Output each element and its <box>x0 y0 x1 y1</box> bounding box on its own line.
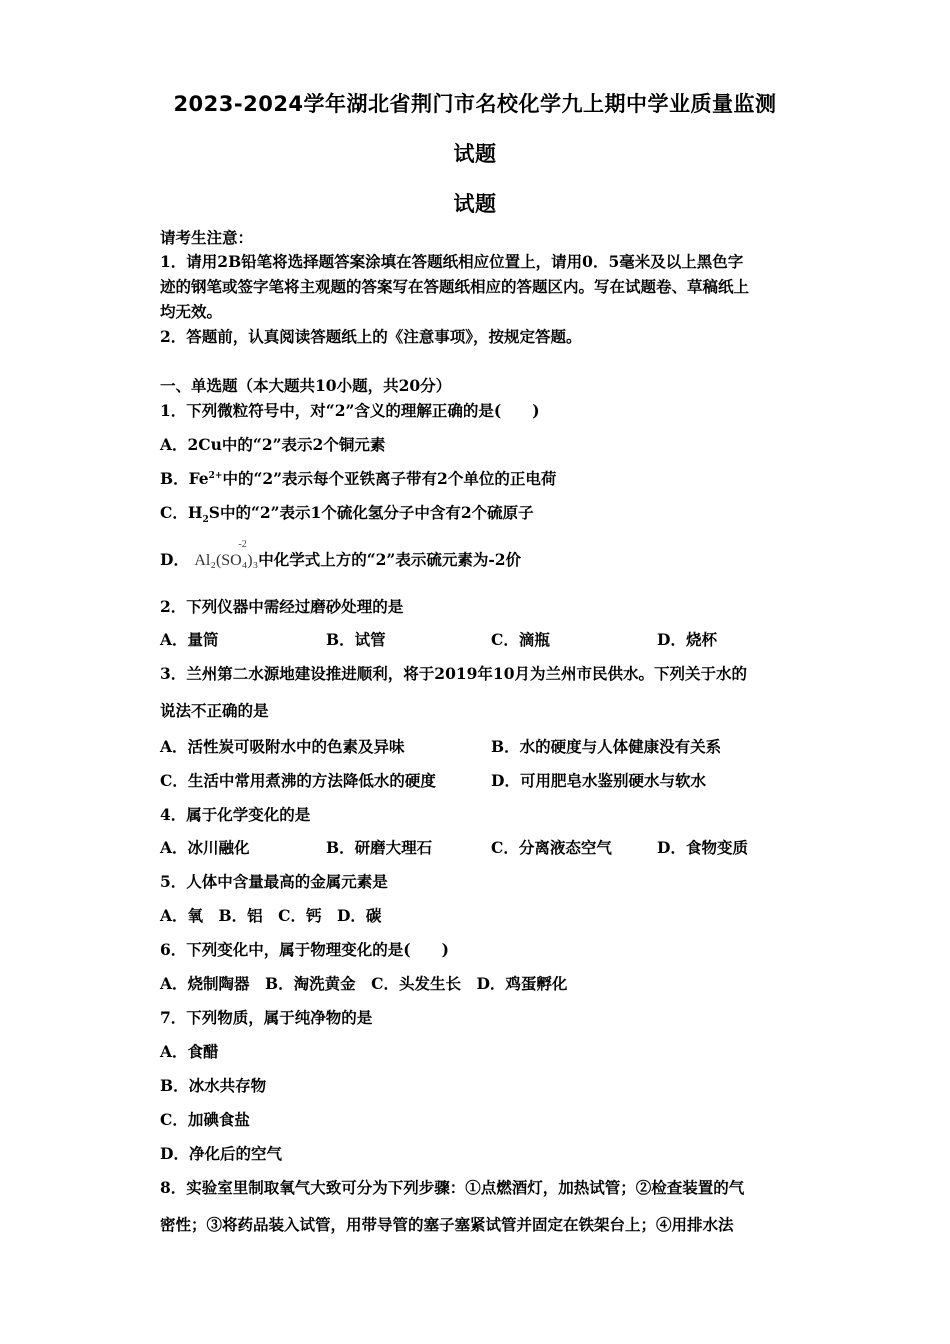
question-1-option-a: A．2Cu中的“2”表示2个铜元素 <box>160 435 386 454</box>
option-c-prefix: C．H <box>160 503 203 522</box>
question-8-stem: 8．实验室里制取氧气大致可分为下列步骤：①点燃酒灯，加热试管；②检查装置的气 <box>160 1178 745 1197</box>
question-5-stem: 5．人体中含量最高的金属元素是 <box>160 872 388 891</box>
charge-superscript: 2+ <box>208 470 223 481</box>
option-d-text: 中化学式上方的“2”表示硫元素为-2价 <box>258 550 522 569</box>
exam-title-line-3: 试题 <box>453 192 497 216</box>
question-2-option-d: D．烧杯 <box>657 630 717 649</box>
notice-line: 均无效。 <box>160 302 223 321</box>
question-7-option-b: B．冰水共存物 <box>160 1076 267 1095</box>
option-b-text: 中的“2”表示每个亚铁离子带有2个单位的正电荷 <box>222 469 557 488</box>
question-4-option-d: D．食物变质 <box>657 838 748 857</box>
question-7-stem: 7．下列物质，属于纯净物的是 <box>160 1008 373 1027</box>
option-b-prefix: B．Fe <box>160 469 209 488</box>
option-d-prefix: D． <box>160 550 189 569</box>
question-4-stem: 4．属于化学变化的是 <box>160 805 311 824</box>
notice-heading: 请考生注意： <box>160 228 254 247</box>
question-2-stem: 2．下列仪器中需经过磨砂处理的是 <box>160 597 404 616</box>
chemical-formula <box>194 539 259 571</box>
exam-title-line-2: 试题 <box>453 142 497 166</box>
formula-text: Al₂(SO₄)₃ <box>194 552 259 569</box>
question-3-option-b: B．水的硬度与人体健康没有关系 <box>491 737 722 756</box>
question-5-options: A．氧 B．铝 C．钙 D．碳 <box>160 906 382 925</box>
question-2-option-b: B．试管 <box>326 630 386 649</box>
question-3-option-c: C．生活中常用煮沸的方法降低水的硬度 <box>160 771 436 790</box>
section-heading: 一、单选题（本大题共10小题，共20分） <box>160 376 452 395</box>
question-8-stem-cont: 密性；③将药品装入试管，用带导管的塞子塞紧试管并固定在铁架台上；④用排水法 <box>160 1215 734 1234</box>
subscript: 2 <box>202 515 209 526</box>
question-7-option-d: D．净化后的空气 <box>160 1144 282 1163</box>
notice-line: 2．答题前，认真阅读答题纸上的《注意事项》，按规定答题。 <box>160 327 582 346</box>
exam-title-line-1: 2023-2024学年湖北省荆门市名校化学九上期中学业质量监测 <box>173 92 777 116</box>
question-2-option-a: A．量筒 <box>160 630 219 649</box>
question-3-stem-cont: 说法不正确的是 <box>160 701 269 720</box>
question-3-option-a: A．活性炭可吸附水中的色素及异味 <box>160 737 405 756</box>
question-3-option-d: D．可用肥皂水鉴别硬水与软水 <box>491 771 706 790</box>
question-6-options: A．烧制陶器 B．淘洗黄金 C．头发生长 D．鸡蛋孵化 <box>160 974 568 993</box>
question-7-option-a: A．食醋 <box>160 1042 219 1061</box>
question-6-stem: 6．下列变化中，属于物理变化的是( ) <box>160 940 449 959</box>
question-7-option-c: C．加碘食盐 <box>160 1110 250 1129</box>
question-1-option-c <box>160 503 534 526</box>
question-4-option-b: B．研磨大理石 <box>326 838 433 857</box>
notice-line: 1．请用2B铅笔将选择题答案涂填在答题纸相应位置上，请用0．5毫米及以上黑色字 <box>160 252 744 271</box>
question-1-option-b <box>160 469 556 489</box>
question-4-option-a: A．冰川融化 <box>160 838 250 857</box>
option-c-text: S中的“2”表示1个硫化氢分子中含有2个硫原子 <box>208 503 534 522</box>
question-1-option-d <box>160 539 522 571</box>
question-2-option-c: C．滴瓶 <box>491 630 550 649</box>
question-1-stem: 1．下列微粒符号中，对“2”含义的理解正确的是( ) <box>160 401 540 420</box>
valence-mark: -2 <box>238 539 247 550</box>
question-3-stem: 3．兰州第二水源地建设推进顺利，将于2019年10月为兰州市民供水。下列关于水的 <box>160 664 747 683</box>
notice-line: 迹的钢笔或签字笔将主观题的答案写在答题纸相应的答题区内。写在试题卷、草稿纸上 <box>160 277 750 296</box>
question-4-option-c: C．分离液态空气 <box>491 838 612 857</box>
